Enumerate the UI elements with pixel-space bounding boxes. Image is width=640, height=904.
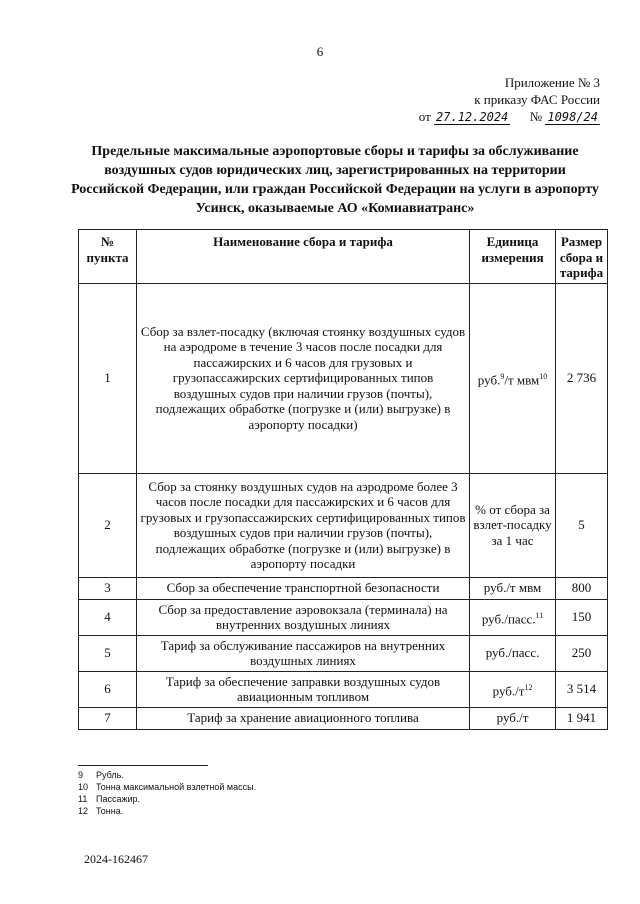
row-name: Сбор за предоставление аэровокзала (терминала) на внутренних воздушных линиях xyxy=(136,599,469,635)
footnote xyxy=(78,805,256,817)
footnote-ref: 12 xyxy=(524,682,533,692)
row-unit xyxy=(470,283,556,473)
annex-number: 1098/24 xyxy=(547,110,598,124)
annex-number-label: № xyxy=(529,109,543,124)
header-item-number: № пункта xyxy=(79,230,137,284)
footnote-text: Рубль. xyxy=(96,770,124,780)
table-row xyxy=(79,635,608,671)
row-unit: % от сбора за взлет-посадку за 1 час xyxy=(470,473,556,577)
annex-title: Приложение № 3 xyxy=(504,75,600,90)
row-name: Сбор за стоянку воздушных судов на аэродроме более 3 часов после посадки для пассажирских и 6 часов для грузовых и грузопассажирских сертифицированных типов воздушных судов при наличии грузов (почты), подлежащих обработке (погрузке и (или) выгрузке) в аэропорту посадки xyxy=(136,473,469,577)
footnote xyxy=(78,769,256,781)
tariff-table xyxy=(78,229,608,730)
footnote xyxy=(78,793,256,805)
row-value: 2 736 xyxy=(555,283,607,473)
footnote-ref: 11 xyxy=(535,610,544,620)
unit-text: руб./пасс. xyxy=(481,610,536,626)
row-number: 7 xyxy=(79,707,137,729)
row-value: 250 xyxy=(555,635,607,671)
footnote-number: 10 xyxy=(78,782,89,792)
table-row xyxy=(79,283,608,473)
footnote-ref: 10 xyxy=(539,371,548,381)
unit-text: руб. xyxy=(477,371,501,387)
page-number: 6 xyxy=(316,44,324,59)
row-number: 5 xyxy=(79,635,137,671)
row-value: 1 941 xyxy=(555,707,607,729)
row-number: 4 xyxy=(79,599,137,635)
footnotes xyxy=(78,769,256,817)
footnote-text: Тонна. xyxy=(96,806,124,816)
row-unit xyxy=(470,671,556,707)
row-name: Тариф за хранение авиационного топлива xyxy=(136,707,469,729)
row-value: 5 xyxy=(555,473,607,577)
row-unit: руб./т xyxy=(470,707,556,729)
row-value: 150 xyxy=(555,599,607,635)
table-row xyxy=(79,671,608,707)
row-number: 2 xyxy=(79,473,137,577)
header-value: Размер сбора и тарифа xyxy=(555,230,607,284)
document-id: 2024-162467 xyxy=(84,852,148,866)
footnote-divider xyxy=(78,765,208,766)
footnote-ref: 9 xyxy=(500,371,505,381)
footnote-number: 11 xyxy=(78,794,88,804)
row-name: Тариф за обслуживание пассажиров на внутренних воздушных линиях xyxy=(136,635,469,671)
annex-from-label: от xyxy=(418,109,431,124)
table-row xyxy=(79,473,608,577)
row-number: 1 xyxy=(79,283,137,473)
annex-date: 27.12.2024 xyxy=(436,110,509,124)
annex-date-line xyxy=(360,108,600,126)
row-unit xyxy=(470,599,556,635)
annex-block xyxy=(360,74,600,126)
document-title: Предельные максимальные аэропортовые сборы и тарифы за обслуживание воздушных судов юридических лиц, зарегистрированных на территории Российской Федерации, или граждан Российской Федерации на услуги в аэропорту Усинск, оказываемые АО «Комиавиатранс» xyxy=(71,144,599,216)
header-unit: Единица измерения xyxy=(470,230,556,284)
row-number: 3 xyxy=(79,577,137,599)
footnote-text: Пассажир. xyxy=(96,794,141,804)
row-unit: руб./пасс. xyxy=(470,635,556,671)
row-unit: руб./т мвм xyxy=(470,577,556,599)
footnote xyxy=(78,781,256,793)
table-header-row xyxy=(79,230,608,284)
annex-order-ref: к приказу ФАС России xyxy=(474,92,600,107)
table-row xyxy=(79,599,608,635)
footnote-text: Тонна максимальной взлетной массы. xyxy=(96,782,257,792)
row-name: Сбор за обеспечение транспортной безопасности xyxy=(136,577,469,599)
unit-text: руб./т xyxy=(492,682,525,698)
table-row xyxy=(79,707,608,729)
footnote-number: 12 xyxy=(78,806,89,816)
row-name: Тариф за обеспечение заправки воздушных судов авиационным топливом xyxy=(136,671,469,707)
header-name: Наименование сбора и тарифа xyxy=(136,230,469,284)
row-value: 3 514 xyxy=(555,671,607,707)
row-value: 800 xyxy=(555,577,607,599)
row-number: 6 xyxy=(79,671,137,707)
table-row xyxy=(79,577,608,599)
row-name: Сбор за взлет-посадку (включая стоянку воздушных судов на аэродроме в течение 3 часов после посадки для пассажирских и 6 часов для грузовых и грузопассажирских сертифицированных типов воздушных судов при наличии грузов (почты), подлежащих обработке (погрузке и (или) выгрузке) в аэропорту посадки) xyxy=(136,283,469,473)
footnote-number: 9 xyxy=(78,770,84,780)
unit-text: /т мвм xyxy=(504,371,540,387)
